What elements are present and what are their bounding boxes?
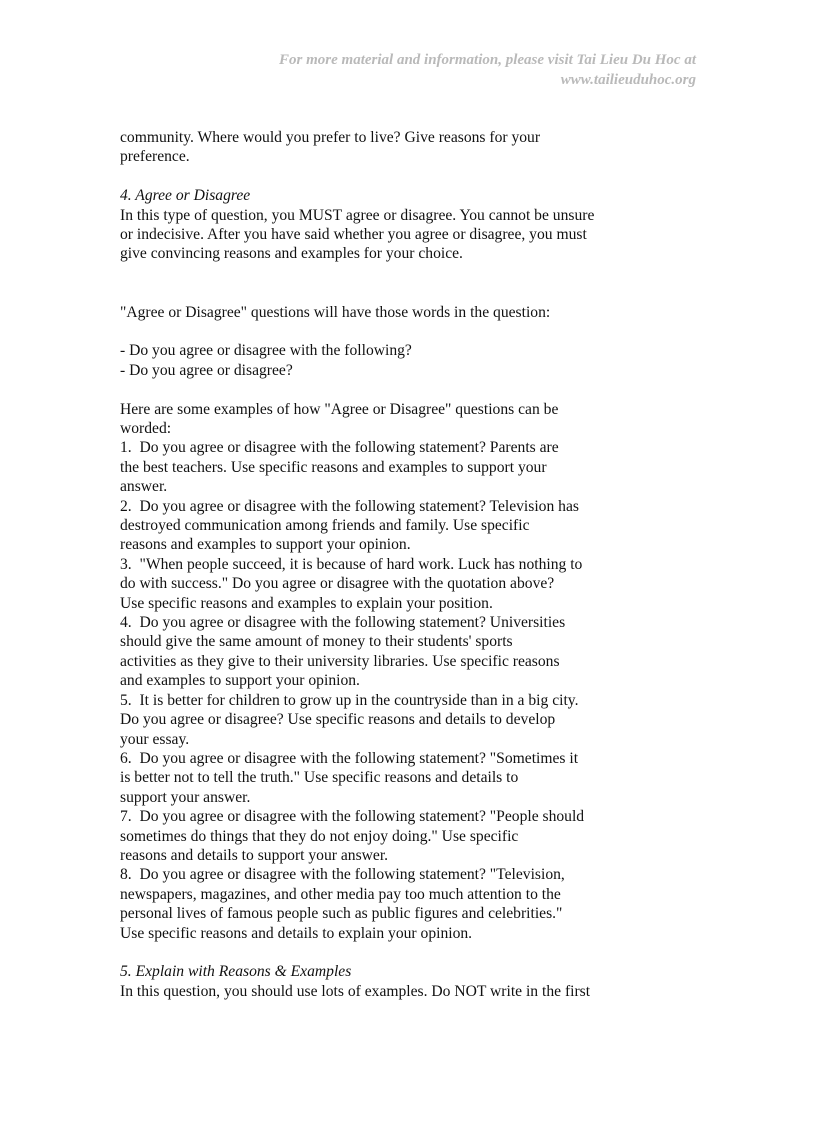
text-line: Here are some examples of how "Agree or Disagree" questions can be xyxy=(120,400,559,418)
blank-line xyxy=(120,167,720,186)
document-body xyxy=(120,128,720,1001)
text-line: activities as they give to their university libraries. Use specific reasons xyxy=(120,652,560,670)
text-line: and examples to support your opinion. xyxy=(120,672,360,690)
text-line: 2. Do you agree or disagree with the following statement? Television has xyxy=(120,497,579,515)
text-line: reasons and examples to support your opinion. xyxy=(120,536,411,554)
text-line: is better not to tell the truth." Use specific reasons and details to xyxy=(120,769,519,787)
text-line: support your answer. xyxy=(120,788,251,806)
text-line: the best teachers. Use specific reasons and examples to support your xyxy=(120,458,547,476)
text-line: community. Where would you prefer to live? Give reasons for your xyxy=(120,129,541,146)
header-line-2: www.tailieuduhoc.org xyxy=(560,72,696,88)
text-line: - Do you agree or disagree with the following? xyxy=(120,342,412,360)
text-line: or indecisive. After you have said whether you agree or disagree, you must xyxy=(120,226,587,244)
text-line: Use specific reasons and details to explain your opinion. xyxy=(120,924,473,942)
text-line: newspapers, magazines, and other media pay too much attention to the xyxy=(120,885,561,903)
text-line: In this type of question, you MUST agree or disagree. You cannot be unsure xyxy=(120,206,595,224)
header-line-1: For more material and information, please visit Tai Lieu Du Hoc at xyxy=(279,52,696,68)
text-line: Use specific reasons and examples to explain your position. xyxy=(120,594,493,612)
text-line: reasons and details to support your answer. xyxy=(120,846,389,864)
text-line: "Agree or Disagree" questions will have those words in the question: xyxy=(120,303,551,321)
text-line: In this question, you should use lots of examples. Do NOT write in the first xyxy=(120,982,591,1000)
text-line: destroyed communication among friends and family. Use specific xyxy=(120,517,530,535)
text-line: Do you agree or disagree? Use specific reasons and details to develop xyxy=(120,711,556,729)
text-line: 1. Do you agree or disagree with the following statement? Parents are xyxy=(120,439,559,457)
text-line: answer. xyxy=(120,478,168,496)
blank-line xyxy=(120,322,720,341)
text-line: 7. Do you agree or disagree with the following statement? "People should xyxy=(120,808,585,826)
text-line: should give the same amount of money to their students' sports xyxy=(120,633,513,651)
text-line: 8. Do you agree or disagree with the following statement? "Television, xyxy=(120,866,565,884)
text-line: give convincing reasons and examples for your choice. xyxy=(120,245,463,263)
blank-line xyxy=(120,380,720,399)
text-line: 4. Do you agree or disagree with the following statement? Universities xyxy=(120,614,566,632)
text-line: 6. Do you agree or disagree with the following statement? "Sometimes it xyxy=(120,749,579,767)
section-heading: 4. Agree or Disagree xyxy=(120,187,251,205)
text-line: personal lives of famous people such as public figures and celebrities." xyxy=(120,905,563,923)
text-line: 3. "When people succeed, it is because of hard work. Luck has nothing to xyxy=(120,555,583,573)
text-line: worded: xyxy=(120,420,172,438)
blank-line xyxy=(120,264,720,283)
text-line: your essay. xyxy=(120,730,190,748)
text-line: 5. It is better for children to grow up in the countryside than in a big city. xyxy=(120,691,579,709)
text-line: - Do you agree or disagree? xyxy=(120,361,293,379)
blank-line xyxy=(120,943,720,962)
text-line: sometimes do things that they do not enjoy doing." Use specific xyxy=(120,827,519,845)
page-header xyxy=(136,50,696,90)
text-line: do with success." Do you agree or disagree with the quotation above? xyxy=(120,575,555,593)
blank-line xyxy=(120,283,720,302)
section-heading: 5. Explain with Reasons & Examples xyxy=(120,963,352,981)
text-line: preference. xyxy=(120,148,190,166)
